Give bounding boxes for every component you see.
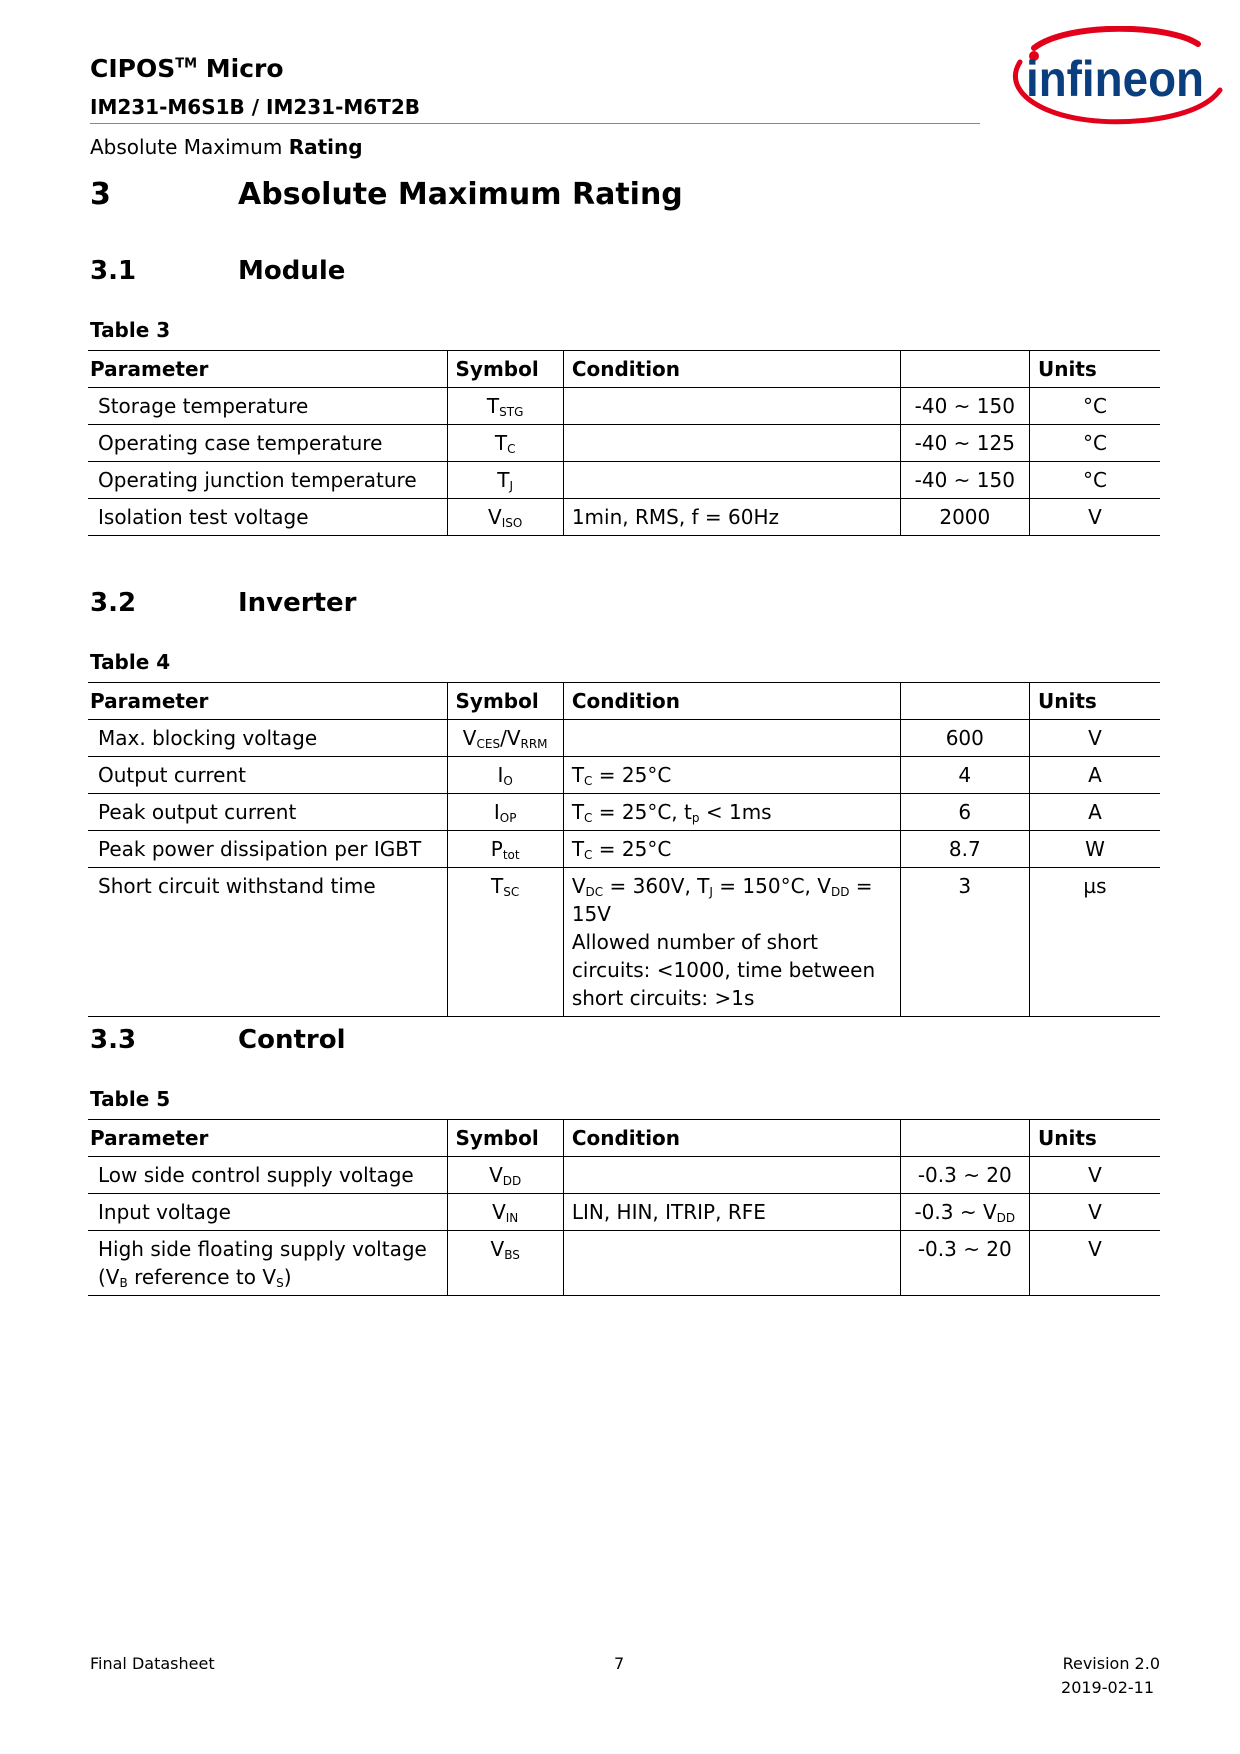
breadcrumb: Absolute Maximum Rating bbox=[90, 135, 363, 159]
condition-cell: LIN, HIN, ITRIP, RFE bbox=[563, 1194, 900, 1231]
value-cell: -40 ~ 150 bbox=[900, 388, 1029, 425]
value-cell: -0.3 ~ 20 bbox=[900, 1231, 1029, 1296]
parameter-cell: Output current bbox=[88, 757, 447, 794]
unit-cell: V bbox=[1030, 499, 1160, 536]
table-row bbox=[88, 720, 1160, 757]
symbol-cell: $V_{IN}$ bbox=[447, 1194, 563, 1231]
parameter-cell: Operating case temperature bbox=[88, 425, 447, 462]
section-number: 3 bbox=[90, 177, 111, 212]
condition-cell bbox=[563, 720, 900, 757]
condition-cell bbox=[563, 425, 900, 462]
symbol-cell: $P_{tot}$ bbox=[447, 831, 563, 868]
parameter-cell: High side floating supply voltage ($V_B$ reference to $V_S$) bbox=[88, 1231, 447, 1296]
subsection-title-inverter: Inverter bbox=[238, 588, 357, 618]
section-title: Absolute Maximum Rating bbox=[238, 177, 683, 212]
table-row bbox=[88, 1194, 1160, 1231]
subsection-number-inverter: 3.2 bbox=[90, 588, 137, 618]
table-row bbox=[88, 1157, 1160, 1194]
unit-cell: V bbox=[1030, 1231, 1160, 1296]
subsection-title-module: Module bbox=[238, 256, 346, 286]
symbol-cell: $I_O$ bbox=[447, 757, 563, 794]
svg-text:infineon: infineon bbox=[1026, 51, 1204, 107]
footer-date: 2019-02-11 bbox=[1061, 1678, 1154, 1697]
condition-cell: $T_C = 25^\circ C$, $t_p < 1ms$ bbox=[563, 794, 900, 831]
inverter-table bbox=[88, 682, 1160, 1017]
subsection-number-module: 3.1 bbox=[90, 256, 137, 286]
col-units: Units bbox=[1030, 1120, 1160, 1157]
parameter-cell: Operating junction temperature bbox=[88, 462, 447, 499]
value-cell: 6 bbox=[900, 794, 1029, 831]
parameter-cell: Isolation test voltage bbox=[88, 499, 447, 536]
table-row bbox=[88, 757, 1160, 794]
unit-cell: µs bbox=[1030, 868, 1160, 1017]
parameter-cell: Peak power dissipation per IGBT bbox=[88, 831, 447, 868]
condition-cell bbox=[563, 462, 900, 499]
unit-cell: °C bbox=[1030, 388, 1160, 425]
table-caption-inverter: Table 4 bbox=[90, 650, 171, 674]
condition-cell: $T_C = 25^\circ C$ bbox=[563, 831, 900, 868]
footer-page-number: 7 bbox=[614, 1654, 625, 1673]
value-cell: 600 bbox=[900, 720, 1029, 757]
value-cell: 3 bbox=[900, 868, 1029, 1017]
symbol-cell: $T_J$ bbox=[447, 462, 563, 499]
table-row bbox=[88, 1231, 1160, 1296]
table-row bbox=[88, 868, 1160, 1017]
parameter-cell: Short circuit withstand time bbox=[88, 868, 447, 1017]
table-row bbox=[88, 425, 1160, 462]
parameter-cell: Low side control supply voltage bbox=[88, 1157, 447, 1194]
col-value bbox=[900, 351, 1029, 388]
col-value bbox=[900, 683, 1029, 720]
module-table bbox=[88, 350, 1160, 536]
symbol-cell: $V_{DD}$ bbox=[447, 1157, 563, 1194]
document-title: CIPOS™ Micro bbox=[90, 54, 284, 83]
table-header-row bbox=[88, 351, 1160, 388]
unit-cell: V bbox=[1030, 1194, 1160, 1231]
symbol-cell: $V_{CES}/V_{RRM}$ bbox=[447, 720, 563, 757]
col-symbol: Symbol bbox=[447, 1120, 563, 1157]
col-value bbox=[900, 1120, 1029, 1157]
control-table bbox=[88, 1119, 1160, 1296]
subsection-number-control: 3.3 bbox=[90, 1025, 137, 1055]
table-caption-module: Table 3 bbox=[90, 318, 171, 342]
unit-cell: A bbox=[1030, 757, 1160, 794]
value-cell: -0.3 ~ $V_{DD}$ bbox=[900, 1194, 1029, 1231]
col-parameter: Parameter bbox=[88, 351, 447, 388]
value-cell: -40 ~ 125 bbox=[900, 425, 1029, 462]
condition-cell: $V_{DC} = 360V$, $T_J = 150^\circ C$, $V_{DD} = 15V$ Allowed number of short circuits: <1000, time between short circuits: >1s bbox=[563, 868, 900, 1017]
parameter-cell: Peak output current bbox=[88, 794, 447, 831]
col-condition: Condition bbox=[563, 683, 900, 720]
unit-cell: V bbox=[1030, 720, 1160, 757]
col-symbol: Symbol bbox=[447, 351, 563, 388]
col-condition: Condition bbox=[563, 351, 900, 388]
parameter-cell: Max. blocking voltage bbox=[88, 720, 447, 757]
footer-doc-status: Final Datasheet bbox=[90, 1654, 215, 1673]
value-cell: 4 bbox=[900, 757, 1029, 794]
condition-cell: 1min, RMS, f = 60Hz bbox=[563, 499, 900, 536]
condition-cell bbox=[563, 388, 900, 425]
value-cell: 8.7 bbox=[900, 831, 1029, 868]
subsection-title-control: Control bbox=[238, 1025, 346, 1055]
unit-cell: °C bbox=[1030, 462, 1160, 499]
parameter-cell: Input voltage bbox=[88, 1194, 447, 1231]
table-header-row bbox=[88, 683, 1160, 720]
table-row bbox=[88, 388, 1160, 425]
unit-cell: W bbox=[1030, 831, 1160, 868]
symbol-cell: $T_{SC}$ bbox=[447, 868, 563, 1017]
col-condition: Condition bbox=[563, 1120, 900, 1157]
table-caption-control: Table 5 bbox=[90, 1087, 171, 1111]
symbol-cell: $T_{STG}$ bbox=[447, 388, 563, 425]
header-divider bbox=[90, 123, 980, 124]
unit-cell: °C bbox=[1030, 425, 1160, 462]
value-cell: 2000 bbox=[900, 499, 1029, 536]
col-units: Units bbox=[1030, 683, 1160, 720]
unit-cell: A bbox=[1030, 794, 1160, 831]
table-row bbox=[88, 794, 1160, 831]
col-parameter: Parameter bbox=[88, 683, 447, 720]
value-cell: -40 ~ 150 bbox=[900, 462, 1029, 499]
col-units: Units bbox=[1030, 351, 1160, 388]
symbol-cell: $V_{BS}$ bbox=[447, 1231, 563, 1296]
condition-cell bbox=[563, 1231, 900, 1296]
table-row bbox=[88, 462, 1160, 499]
symbol-cell: $T_C$ bbox=[447, 425, 563, 462]
parameter-cell: Storage temperature bbox=[88, 388, 447, 425]
unit-cell: V bbox=[1030, 1157, 1160, 1194]
infineon-logo bbox=[998, 26, 1224, 128]
footer-revision: Revision 2.0 bbox=[1062, 1654, 1160, 1673]
symbol-cell: $V_{ISO}$ bbox=[447, 499, 563, 536]
table-row bbox=[88, 831, 1160, 868]
symbol-cell: $I_{OP}$ bbox=[447, 794, 563, 831]
value-cell: -0.3 ~ 20 bbox=[900, 1157, 1029, 1194]
table-row bbox=[88, 499, 1160, 536]
condition-cell: $T_C = 25^\circ C$ bbox=[563, 757, 900, 794]
part-numbers: IM231-M6S1B / IM231-M6T2B bbox=[90, 95, 421, 119]
table-header-row bbox=[88, 1120, 1160, 1157]
col-symbol: Symbol bbox=[447, 683, 563, 720]
condition-cell bbox=[563, 1157, 900, 1194]
col-parameter: Parameter bbox=[88, 1120, 447, 1157]
